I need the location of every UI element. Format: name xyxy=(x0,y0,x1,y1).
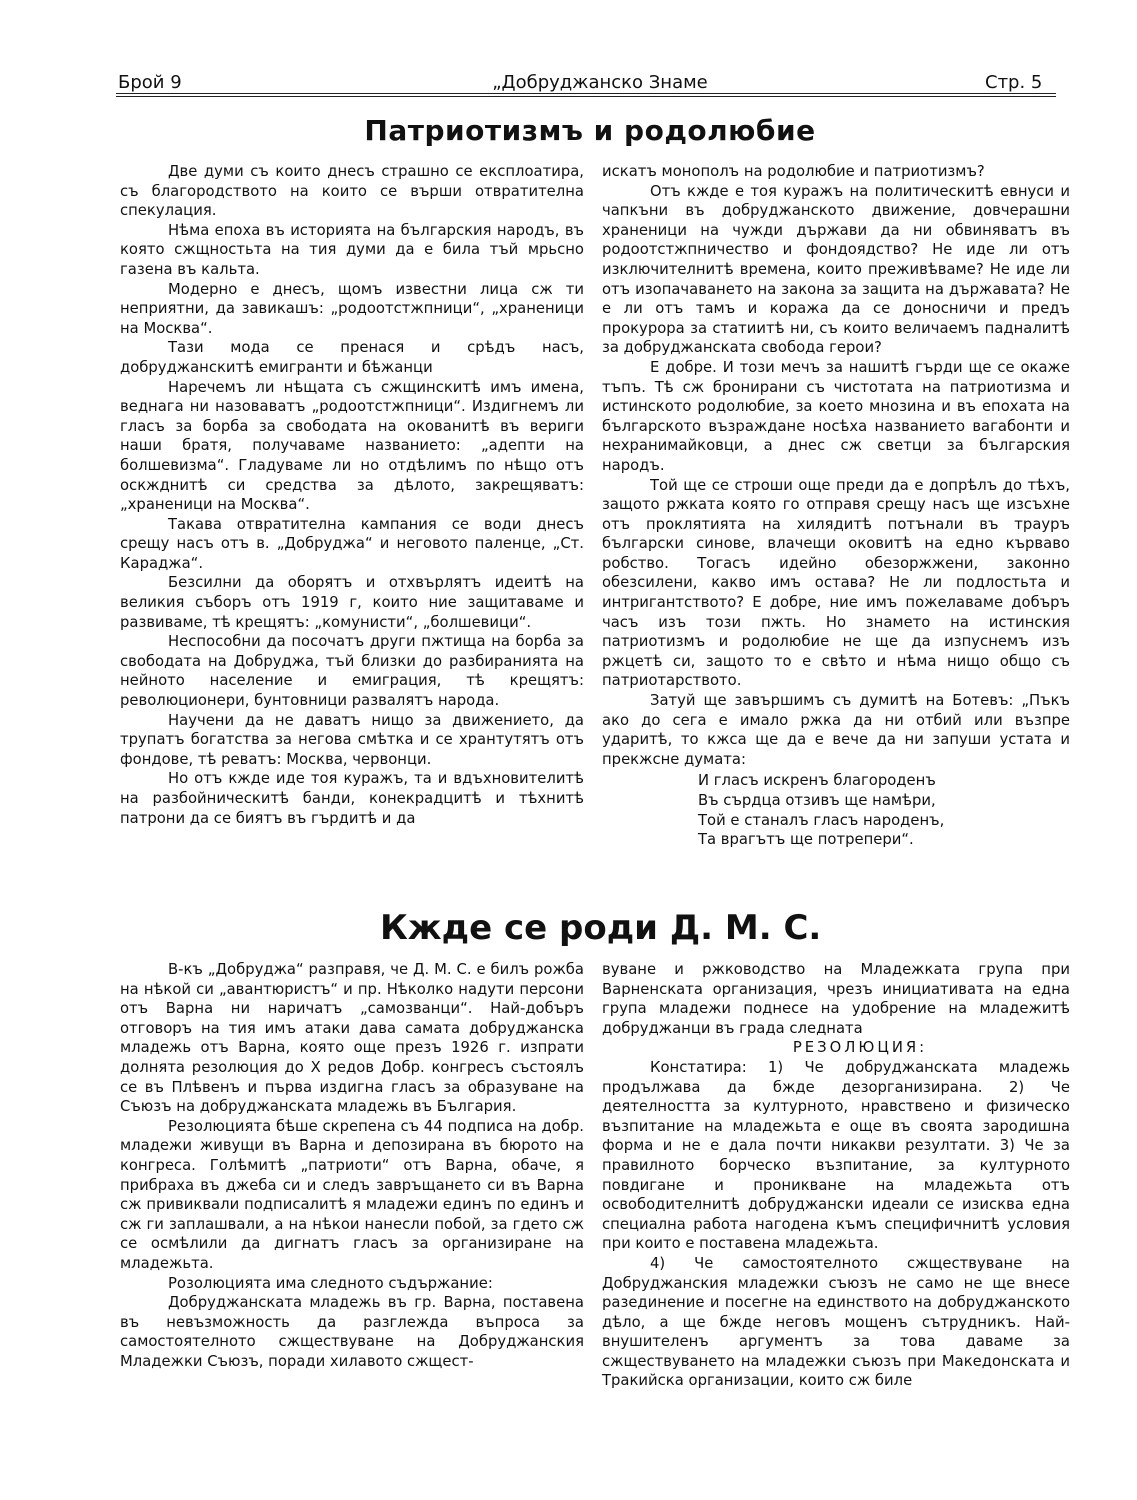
article1-paragraph: Отъ кжде е тоя куражъ на политическитѣ евнуси и чапкъни въ добруджанското движение, довчерашни храненици на чужди държави да ни обвиняватъ въ родоотстжпничество и фондоядство? Не иде ли отъ изключителнитѣ времена, които преживѣваме? Не иде ли отъ изопачаването на закона за защита на държавата? Не е ли отъ тамъ и коража да се доносничи и предъ прокурора за статиитѣ ни, съ които величаемъ падналитѣ за добруджанската свобода герои? xyxy=(602,182,1070,357)
header-rule-bottom xyxy=(116,96,1056,97)
poem-line: Той е станалъ гласъ народенъ, xyxy=(698,811,945,829)
article2-paragraph: В-къ „Добруджа“ разправя, че Д. М. С. е билъ рожба на нѣкой си „авантюристъ“ и пр. Нѣколко надути персони отъ Варна ни наричатъ „самозванци“. Най-добъръ отговоръ на тия имъ атаки дава самата добруджанска младежь отъ Варна, която още презъ 1926 г. изпрати долнята резолюция до X редов Добр. конгресъ състоялъ се въ Плѣвенъ и първа издигна гласъ за образуване на Съюзъ на добруджанската младежь въ България. xyxy=(120,961,584,1116)
poem-line: И гласъ искренъ благороденъ xyxy=(698,772,936,790)
article2-left-column xyxy=(120,960,584,1371)
article1-paragraph: Нѣма епоха въ историята на българския народъ, въ която сжщностьта на тия думи да е била тъй мрьсно газена въ кальта. xyxy=(120,221,584,278)
article1-paragraph: Две думи съ които днесъ страшно се експлоатира, съ благородството на които се върши отвратителна спекулация. xyxy=(120,163,584,220)
article1-paragraph: Затуй ще завършимъ съ думитѣ на Ботевъ: „Пъкъ ако до сега е имало ржка да ни отбий или възпре ударитѣ, то кжса ще да е вече да ни запуши устата и прекжсне думата: xyxy=(602,692,1070,768)
article1-paragraph: Той ще се строши още преди да е допрѣлъ до тѣхъ, защото ржката която го отправя срещу насъ ще изсъхне отъ проклятията на хилядитѣ потънали въ трауръ български синове, влачещи оковитѣ на едно кърваво робство. Тогасъ идейно обезоржжени, законно обезсилени, какво имъ остава? Не ли подлостьта и интригантството? Е добре, ние имъ пожелаваме добъръ часъ изъ този пжть. Но знамето на истинския патриотизмъ и родолюбие не ще да изпуснемъ изъ ржцетѣ си, защото то е свѣто и нѣма нищо общо съ патриотарството. xyxy=(602,476,1070,690)
article1-left-column xyxy=(120,162,584,828)
article1-paragraph: Неспособни да посочатъ други пжтища на борба за свободата на Добруджа, тъй близки до разбиранията на нейното население и емиграция, тѣ крещятъ: революционери, бунтовници развалятъ народа. xyxy=(120,633,584,710)
article1-paragraph: Такава отвратителна кампания се води днесъ срещу насъ отъ в. „Добруджа“ и неговото паленце, „Ст. Караджа“. xyxy=(120,515,584,572)
article2-right-column xyxy=(602,960,1070,1391)
article2-paragraph: Добруджанската младежь въ гр. Варна, поставена въ невъзможность да разглежда въпроса за самостоятелното сжществуване на Добруджанския Младежки Съюзъ, поради хилавото сжщест- xyxy=(120,1294,584,1370)
resolution-heading: РЕЗОЛЮЦИЯ: xyxy=(792,1039,928,1057)
article1-paragraph: Тази мода се пренася и срѣдъ насъ, добруджанскитѣ емигранти и бѣжанци xyxy=(120,339,584,376)
article2-title: Кжде се роди Д. М. С. xyxy=(380,908,822,948)
issue-number: Брой 9 xyxy=(118,72,182,93)
article2-paragraph: Констатира: 1) Че добруджанската младежь продължава да бжде дезорганизирана. 2) Че деятелността за културното, нравствено и физическо възпитание на младежьта е още въ своята зародишна форма и не е дала почти никакви резултати. 3) Че за правилното борческо възпитание, за културното повдигане и проникване на младежьта отъ освободителнитѣ добруджански идеали се изисква една специална работа нагодена къмъ специфичнитѣ условия при които е поставена младежьта. xyxy=(602,1058,1070,1253)
article2-paragraph: Розолюцията има следното съдържание: xyxy=(168,1274,493,1292)
article1-paragraph: Модерно е днесъ, щомъ известни лица сж ти неприятни, да завикашъ: „родоотстжпници“, „храненици на Москва“. xyxy=(120,280,584,337)
article1-paragraph: Научени да не даватъ нищо за движението, да трупатъ богатства за негова смѣтка и се хрантутятъ отъ фондове, тѣ реватъ: Москва, червонци. xyxy=(120,711,584,768)
article2-paragraph: Резолюцията бѣше скрепена съ 44 подписа на добр. младежи живущи въ Варна и депозирана въ бюрото на конгреса. Голѣмитѣ „патриоти“ отъ Варна, обаче, я прибраха въ джеба си и следъ завръщането си въ Варна сж привиквали подписалитѣ я младежи единъ по единъ и сж ги заплашвали, а на нѣкои нанесли побой, за гдето сж се осмѣлили да дигнатъ гласъ за организиране на младежьта. xyxy=(120,1117,584,1272)
header-rule-top xyxy=(116,93,1056,94)
article1-paragraph: Безсилни да оборятъ и отхвърлятъ идеитѣ на великия съборъ отъ 1919 г, които ние защитаваме и развиваме, тѣ крещятъ: „комунисти“, „болшевици“. xyxy=(120,574,584,631)
article2-paragraph: 4) Че самостоятелното сжществуване на Добруджанския младежки съюзъ не само не ще внесе разединение и посегне на единството на добруджанското дѣло, а ще бжде неговъ мощенъ сътрудникъ. Най-внушителенъ аргументъ за това даваме за сжществуването на младежки съюзъ при Македонската и Тракийска организации, които сж биле xyxy=(602,1254,1070,1390)
article1-paragraph: Но отъ кжде иде тоя куражъ, та и вдъхновителитѣ на разбойническитѣ банди, конекрадцитѣ и тѣхнитѣ патрони да се биятъ въ гърдитѣ и да xyxy=(120,770,584,827)
poem-line: Въ сърдца отзивъ ще намѣри, xyxy=(698,792,936,809)
article1-paragraph: искатъ монополъ на родолюбие и патриотизмъ? xyxy=(602,163,985,180)
botev-poem xyxy=(698,771,1070,849)
page-number: Стр. 5 xyxy=(985,72,1043,93)
article1-title: Патриотизмъ и родолюбие xyxy=(364,114,816,147)
article1-paragraph: Е добре. И този мечъ за нашитѣ гърди ще се окаже тъпъ. Тѣ сж бронирани съ чистотата на патриотизма и истинското родолюбие, за което мнозина и въ епохата на българското възраждане носѣха названието вагабонти и нехранимайковци, а днес сж светци за българския народъ. xyxy=(602,358,1070,474)
poem-line: Та врагътъ ще потрепери“. xyxy=(698,831,914,849)
article1-paragraph: Наречемъ ли нѣщата съ сжщинскитѣ имъ имена, веднага ни назоваватъ „родоотстжпници“. Издигнемъ ли гласъ за борба за свободата на окованитѣ въ вериги наши братя, получаваме названието: „адепти на болшевизма“. Гладуваме ли но отдѣлимъ по нѣщо отъ оскжднитѣ си средства за дѣлото, закрещяватъ: „храненици на Москва“. xyxy=(120,378,584,514)
article1-right-column xyxy=(602,162,1070,850)
article2-intro: вуване и ржководство на Младежката група при Варненската организация, чрезъ инициативата на една група младежи поднесе на удобрение на младежитѣ добруджанци въ града следната xyxy=(602,961,1070,1037)
newspaper-name: „Добруджанско Знаме xyxy=(492,72,708,93)
